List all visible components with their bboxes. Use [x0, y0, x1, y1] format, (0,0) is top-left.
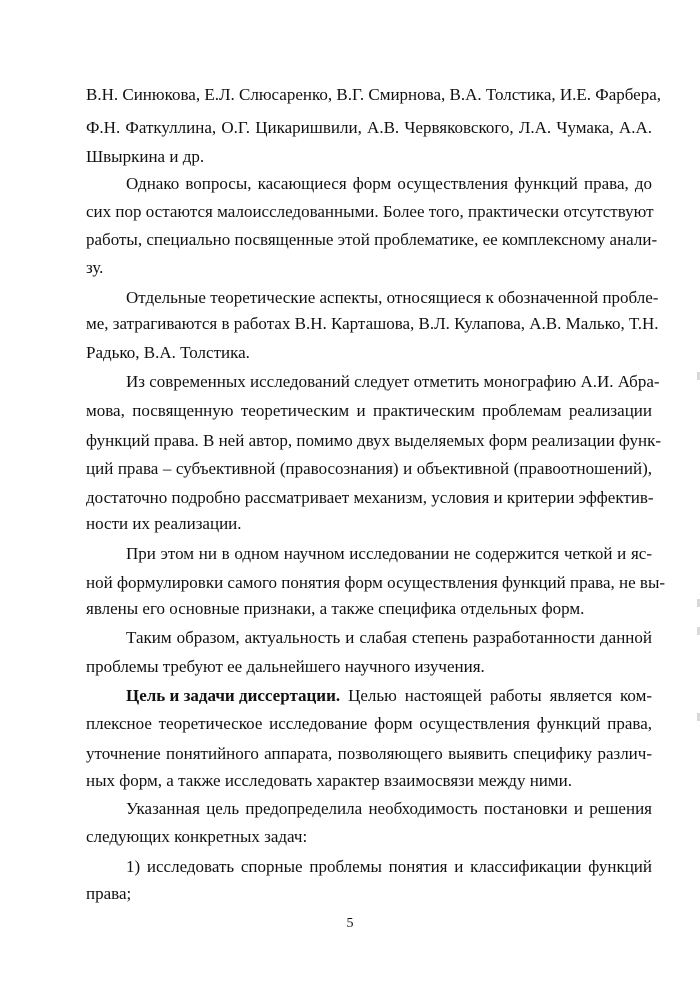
text-line: В.Н. Синюкова, Е.Л. Слюсаренко, В.Г. Смирнова, В.А. Толстика, И.Е. Фарбера, [86, 85, 662, 104]
text-line: права; [86, 884, 132, 903]
text-line: уточнение понятийного аппарата, позволяющего выявить специфику различ- [86, 744, 652, 763]
text-line: Таким образом, актуальность и слабая степень разработанности данной [126, 628, 652, 647]
text-line: плексное теоретическое исследование форм осуществления функций права, [86, 714, 652, 733]
text-line [126, 686, 652, 706]
text-line: зу. [86, 258, 104, 277]
text-line: Ф.Н. Фаткуллина, О.Г. Цикаришвили, А.В. Червяковского, Л.А. Чумака, А.А. [86, 118, 652, 137]
text-line: Швыркина и др. [86, 147, 205, 166]
text-line: ных форм, а также исследовать характер взаимосвязи между ними. [86, 771, 572, 790]
text-fragment: Целью настоящей работы является ком- [340, 686, 652, 705]
text-line: следующих конкретных задач: [86, 827, 308, 846]
text-line: ций права – субъективной (правосознания) и объективной (правоотношений), [86, 459, 652, 478]
text-line: При этом ни в одном научном исследовании не содержится четкой и яс- [126, 544, 652, 563]
text-line: сих пор остаются малоисследованными. Более того, практически отсутствуют [86, 202, 654, 221]
page-number: 5 [346, 916, 354, 931]
text-line: ной формулировки самого понятия форм осуществления функций права, не вы- [86, 573, 666, 592]
text-line: ности их реализации. [86, 514, 242, 533]
text-line: 1) исследовать спорные проблемы понятия и классификации функций [126, 857, 652, 876]
text-line: проблемы требуют ее дальнейшего научного изучения. [86, 657, 485, 676]
text-line: ме, затрагиваются в работах В.Н. Карташова, В.Л. Кулапова, А.В. Малько, Т.Н. [86, 314, 659, 333]
text-line: Указанная цель предопределила необходимость постановки и решения [126, 799, 652, 818]
text-line: явлены его основные признаки, а также специфика отдельных форм. [86, 599, 585, 618]
text-line: достаточно подробно рассматривает механизм, условия и критерии эффектив- [86, 488, 654, 507]
text-line: Из современных исследований следует отметить монографию А.И. Абра- [126, 372, 660, 391]
text-line: функций права. В ней автор, помимо двух выделяемых форм реализации функ- [86, 431, 662, 450]
section-heading: Цель и задачи диссертации. [126, 686, 341, 705]
text-line: работы, специально посвященные этой проблематике, ее комплексному анали- [86, 230, 658, 249]
text-line: Отдельные теоретические аспекты, относящиеся к обозначенной пробле- [126, 288, 659, 307]
text-line: мова, посвященную теоретическим и практическим проблемам реализации [86, 401, 652, 420]
text-line: Радько, В.А. Толстика. [86, 343, 250, 362]
text-line: Однако вопросы, касающиеся форм осуществления функций права, до [126, 174, 652, 193]
